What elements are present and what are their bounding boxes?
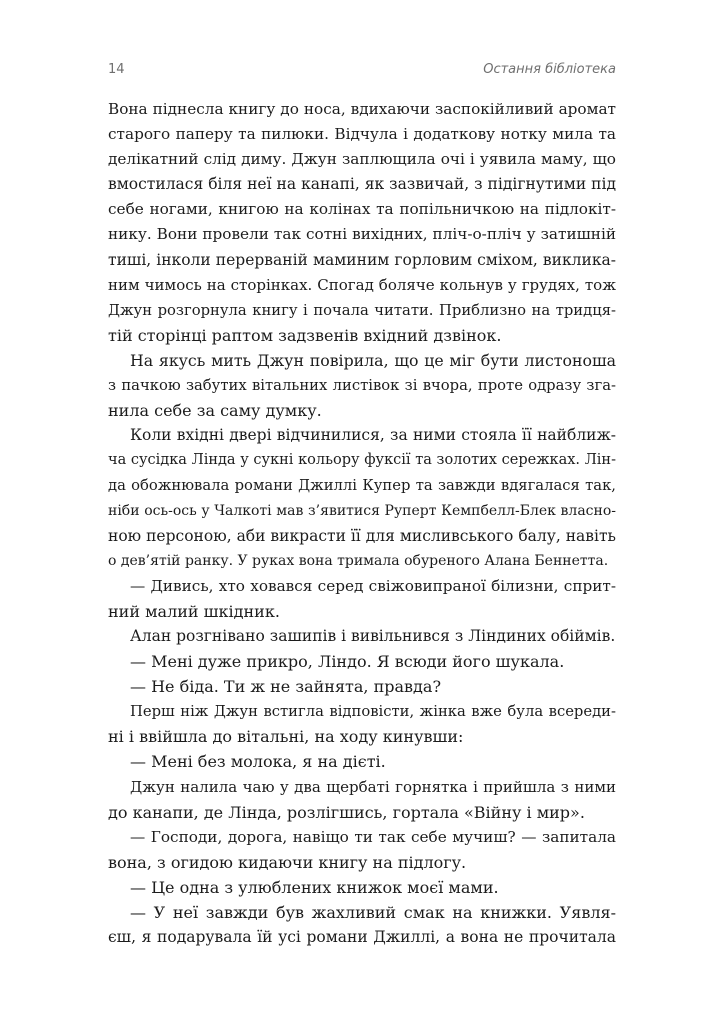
text-line: ний малий шкідник.: [108, 601, 280, 621]
text-line: — Це одна з улюблених книжок моєї мами.: [130, 877, 499, 897]
text-line: ча сусідка Лінда у сукні кольору фуксії та золотих сережках. Лін-: [108, 452, 616, 469]
text-line: Вона піднесла книгу до носа, вдихаючи заспокійливий аромат: [108, 100, 616, 118]
text-line: ні і ввійшла до вітальні, на ходу кинувши:: [108, 727, 464, 747]
text-line: старого паперу та пилюки. Відчула і додаткову нотку мила та: [108, 125, 616, 144]
text-line: На якусь мить Джун повірила, що це міг бути листоноша: [130, 350, 616, 370]
text-line: о дев’ятій ранку. У руках вона тримала обуреного Алана Беннетта.: [108, 552, 609, 569]
text-line: — Мені дуже прикро, Ліндо. Я всюди його шукала.: [130, 652, 565, 672]
text-line: — Дивись, хто ховався серед свіжовипраної білизни, сприт-: [130, 576, 616, 595]
running-title: Остання бібліотека: [483, 62, 616, 77]
text-line: Алан розгнівано зашипів і вивільнився з Ліндиних обіймів.: [130, 626, 616, 645]
text-line: ною персоною, аби викрасти її для мисливського балу, навіть: [108, 526, 616, 545]
text-line: тиші, інколи перерваній маминим горловим сміхом, виклика-: [108, 250, 616, 269]
text-line: да обожнювала романи Джиллі Купер та завжди вдягалася так,: [108, 477, 616, 495]
text-line: Джун налила чаю у два щербаті горнятка і прийшла з ними: [130, 777, 616, 796]
text-line: Коли вхідні двері відчинилися, за ними стояла її найближ-: [130, 426, 616, 445]
text-line: тій сторінці раптом задзвенів вхідний дзвінок.: [108, 325, 502, 345]
text-line: Перш ніж Джун встигла відповісти, жінка вже була всереди-: [130, 703, 616, 721]
body-text: [108, 97, 616, 950]
text-line: вмостилася біля неї на канапі, як зазвичай, з підігнутими під: [108, 175, 616, 194]
text-line: з пачкою забутих вітальних листівок зі вчора, проте одразу зга-: [108, 377, 616, 395]
text-line: вона, з огидою кидаючи книгу на підлогу.: [108, 852, 467, 872]
text-line: делікатний слід диму. Джун заплющила очі і уявила маму, що: [108, 150, 616, 169]
text-line: нила себе за саму думку.: [108, 401, 322, 421]
text-line: єш, я подарувала їй усі романи Джиллі, а вона не прочитала: [108, 928, 616, 947]
page-number: 14: [108, 62, 125, 77]
text-line: до канапи, де Лінда, розлігшись, гортала «Війну і мир».: [108, 802, 585, 822]
text-line: Джун розгорнула книгу і почала читати. Приблизно на тридця-: [108, 301, 616, 319]
text-line: ним чимось на сторінках. Спогад боляче кольнув у грудях, тож: [108, 275, 616, 294]
text-line: себе ногами, книгою на колінах та попільничкою на підлокіт-: [108, 200, 616, 219]
running-header: [108, 62, 616, 82]
text-line: — Не біда. Ти ж не зайнята, правда?: [130, 677, 442, 697]
text-line: — Господи, дорога, навіщо ти так себе мучиш? — запитала: [130, 827, 616, 846]
text-line: — У неї завжди був жахливий смак на книжки. Уявля-: [130, 903, 616, 922]
text-line: — Мені без молока, я на дієті.: [130, 752, 386, 772]
text-line: ніби ось-ось у Чалкоті мав з’явитися Руперт Кемпбелл-Блек власно-: [108, 502, 616, 519]
text-line: нику. Вони провели так сотні вихідних, пліч-о-пліч у затишній: [108, 225, 616, 244]
